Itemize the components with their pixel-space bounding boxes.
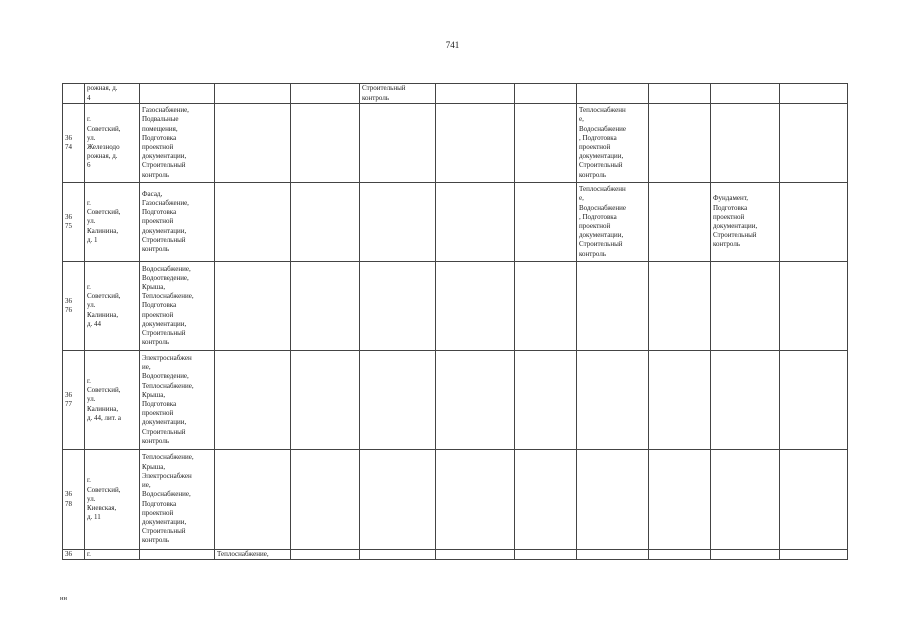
work-list-text: Строительный контроль — [362, 84, 406, 102]
work-list-text: Теплоснабжение, Крыша, Электроснабжен ие, Водоснабжение, Подготовка проектной документации, Строительный контроль — [142, 453, 194, 545]
work-type-cell — [360, 183, 436, 262]
work-type-cell — [215, 104, 291, 183]
work-type-cell — [649, 262, 711, 351]
work-type-cell — [780, 550, 848, 560]
row-number-cell — [63, 84, 85, 104]
work-type-cell — [436, 262, 515, 351]
work-type-cell — [577, 104, 649, 183]
work-type-cell — [515, 351, 577, 450]
row-number: 36 76 — [65, 296, 72, 314]
work-type-cell — [577, 262, 649, 351]
work-type-cell — [215, 351, 291, 450]
work-type-cell — [215, 550, 291, 560]
work-type-cell — [291, 262, 360, 351]
work-type-cell — [649, 104, 711, 183]
work-type-cell — [215, 450, 291, 550]
table-row — [63, 351, 848, 450]
work-type-cell — [215, 84, 291, 104]
work-type-cell — [515, 183, 577, 262]
table-row — [63, 550, 848, 560]
work-type-cell — [577, 351, 649, 450]
work-type-cell — [291, 183, 360, 262]
work-type-cell — [215, 262, 291, 351]
work-type-cell — [360, 351, 436, 450]
address-text: г. — [87, 550, 91, 558]
work-type-cell — [515, 550, 577, 560]
work-type-cell — [515, 262, 577, 351]
work-type-cell — [291, 351, 360, 450]
address-cell — [85, 550, 140, 560]
row-number-cell — [63, 183, 85, 262]
work-type-cell — [780, 84, 848, 104]
table-row — [63, 104, 848, 183]
work-list-text: Теплоснабженн е, Водоснабжение , Подготовка проектной документации, Строительный контроль — [579, 185, 627, 258]
work-type-cell — [780, 450, 848, 550]
work-type-cell — [711, 104, 780, 183]
work-type-cell — [649, 84, 711, 104]
work-type-cell — [140, 183, 215, 262]
address-text: г. Советский, ул. Калинина, д. 1 — [87, 198, 121, 244]
work-type-cell — [140, 550, 215, 560]
work-type-cell — [711, 262, 780, 351]
address-cell — [85, 104, 140, 183]
work-type-cell — [140, 84, 215, 104]
work-type-cell — [436, 84, 515, 104]
row-number-cell — [63, 351, 85, 450]
work-type-cell — [360, 550, 436, 560]
work-type-cell — [649, 450, 711, 550]
address-text: г. Советский, ул. Киевская, д. 11 — [87, 476, 121, 522]
work-type-cell — [649, 550, 711, 560]
work-type-cell — [515, 84, 577, 104]
work-list-text: Фундамент, Подготовка проектной документации, Строительный контроль — [713, 194, 758, 249]
work-type-cell — [436, 351, 515, 450]
work-type-cell — [515, 450, 577, 550]
address-cell — [85, 351, 140, 450]
work-type-cell — [780, 262, 848, 351]
work-type-cell — [436, 104, 515, 183]
table-body — [63, 84, 848, 560]
work-type-cell — [291, 550, 360, 560]
work-list-text: Электроснабжен ие, Водоотведение, Теплоснабжение, Крыша, Подготовка проектной документации, Строительный контроль — [142, 353, 194, 445]
row-number: 36 74 — [65, 133, 72, 151]
work-type-cell — [360, 84, 436, 104]
address-cell — [85, 262, 140, 351]
row-number: 36 77 — [65, 390, 72, 408]
work-type-cell — [291, 84, 360, 104]
work-type-cell — [711, 183, 780, 262]
footer-mark: нн — [60, 595, 67, 602]
work-type-cell — [140, 351, 215, 450]
row-number-cell — [63, 450, 85, 550]
work-type-cell — [577, 550, 649, 560]
work-type-cell — [577, 450, 649, 550]
work-type-cell — [711, 84, 780, 104]
table-row — [63, 450, 848, 550]
work-type-cell — [436, 550, 515, 560]
work-type-cell — [360, 104, 436, 183]
work-list-text: Газоснабжение, Подвальные помещения, Подготовка проектной документации, Строительный контроль — [142, 106, 189, 179]
table-row — [63, 262, 848, 351]
work-type-cell — [436, 450, 515, 550]
work-type-cell — [711, 450, 780, 550]
row-number: 36 78 — [65, 490, 72, 508]
address-text: г. Советский, ул. Калинина, д. 44, лит. а — [87, 376, 121, 422]
work-type-cell — [780, 104, 848, 183]
row-number-cell — [63, 262, 85, 351]
row-number-cell — [63, 104, 85, 183]
work-type-cell — [577, 84, 649, 104]
work-type-cell — [780, 183, 848, 262]
work-type-cell — [515, 104, 577, 183]
work-type-cell — [360, 262, 436, 351]
address-text: рожная, д. 4 — [87, 84, 118, 102]
work-list-text: Теплоснабжение, — [217, 550, 269, 558]
address-text: г. Советский, ул. Железнодо рожная, д. 6 — [87, 115, 121, 170]
row-number-cell — [63, 550, 85, 560]
work-type-cell — [649, 183, 711, 262]
work-type-cell — [140, 104, 215, 183]
address-cell — [85, 84, 140, 104]
work-type-cell — [711, 351, 780, 450]
work-type-cell — [291, 450, 360, 550]
work-type-cell — [140, 262, 215, 351]
work-list-text: Теплоснабженн е, Водоснабжение , Подготовка проектной документации, Строительный контроль — [579, 106, 627, 179]
work-type-cell — [291, 104, 360, 183]
work-type-cell — [780, 351, 848, 450]
work-type-cell — [360, 450, 436, 550]
row-number: 36 75 — [65, 212, 72, 230]
repair-schedule-table — [62, 83, 848, 560]
work-type-cell — [577, 183, 649, 262]
table-row — [63, 183, 848, 262]
address-cell — [85, 450, 140, 550]
work-list-text: Водоснабжение, Водоотведение, Крыша, Теплоснабжение, Подготовка проектной документации, Строительный контроль — [142, 264, 194, 347]
work-type-cell — [711, 550, 780, 560]
work-type-cell — [140, 450, 215, 550]
row-number: 36 — [65, 550, 72, 558]
work-type-cell — [215, 183, 291, 262]
work-type-cell — [436, 183, 515, 262]
table-row — [63, 84, 848, 104]
page-number: 741 — [445, 40, 460, 50]
work-type-cell — [649, 351, 711, 450]
work-list-text: Фасад, Газоснабжение, Подготовка проектной документации, Строительный контроль — [142, 189, 189, 253]
address-text: г. Советский, ул. Калинина, д. 44 — [87, 282, 121, 328]
address-cell — [85, 183, 140, 262]
